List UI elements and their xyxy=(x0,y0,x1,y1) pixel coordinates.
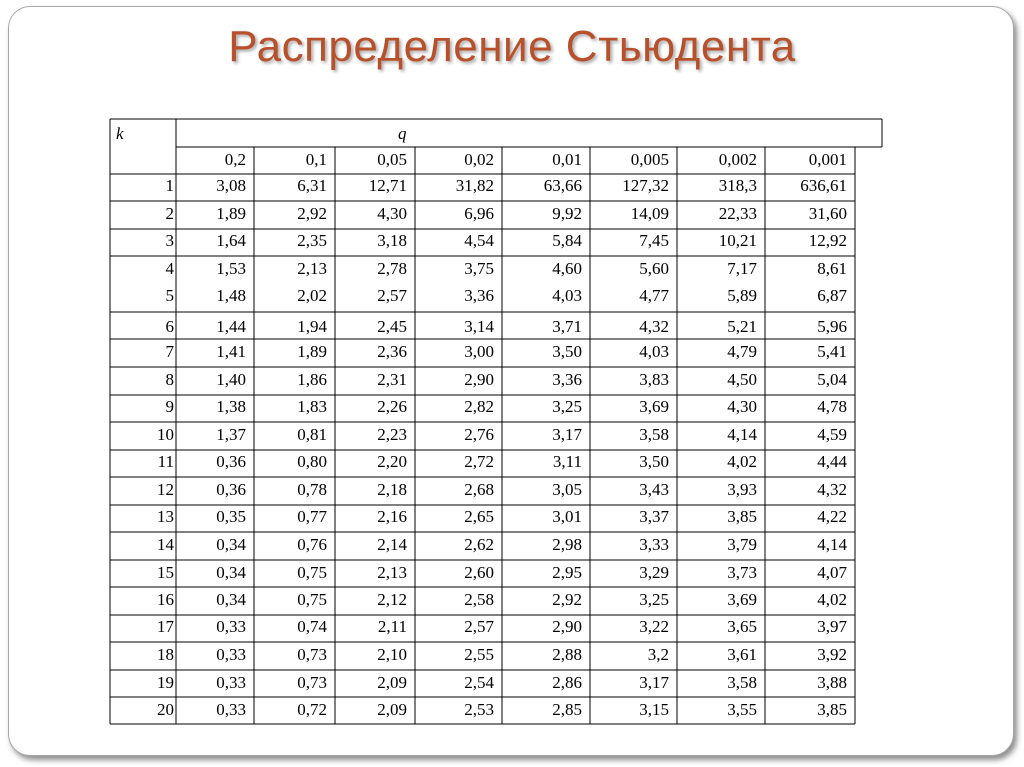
q-level-1: 0,2 xyxy=(224,150,246,169)
k-value: 8 xyxy=(165,370,174,389)
table-cell: 3,33 xyxy=(639,535,669,554)
table-cell: 7,45 xyxy=(639,231,669,250)
table-cell: 0,75 xyxy=(297,563,327,582)
k-value: 9 xyxy=(165,397,174,416)
table-cell: 3,25 xyxy=(552,397,582,416)
k-value: 20 xyxy=(157,700,174,719)
table-cell: 2,68 xyxy=(464,480,494,499)
table-cell: 4,32 xyxy=(639,317,669,336)
k-value: 14 xyxy=(157,535,174,554)
table-cell: 2,86 xyxy=(552,673,582,692)
table-cell: 5,89 xyxy=(727,286,757,305)
table-cell: 1,41 xyxy=(216,342,246,361)
table-cell: 1,89 xyxy=(297,342,327,361)
q-header: q xyxy=(398,124,407,143)
table-cell: 4,50 xyxy=(727,370,757,389)
table-cell: 2,76 xyxy=(464,425,494,444)
table-cell: 2,31 xyxy=(377,370,407,389)
table-cell: 2,18 xyxy=(377,480,407,499)
table-cell: 1,44 xyxy=(216,317,246,336)
table-cell: 4,79 xyxy=(727,342,757,361)
table-cell: 5,60 xyxy=(639,259,669,278)
table-cell: 2,95 xyxy=(552,563,582,582)
table-cell: 3,22 xyxy=(639,617,669,636)
table-cell: 3,17 xyxy=(639,673,669,692)
table-cell: 2,92 xyxy=(297,204,327,223)
k-value: 6 xyxy=(165,317,174,336)
table-cell: 6,31 xyxy=(297,176,327,195)
table-cell: 3,58 xyxy=(639,425,669,444)
table-cell: 2,55 xyxy=(464,645,494,664)
k-value: 7 xyxy=(165,342,174,361)
table-cell: 2,65 xyxy=(464,507,494,526)
table-cell: 3,65 xyxy=(727,617,757,636)
table-cell: 0,73 xyxy=(297,673,327,692)
table-cell: 3,71 xyxy=(552,317,582,336)
k-value: 1 xyxy=(165,176,174,195)
table-cell: 4,14 xyxy=(817,535,847,554)
table-cell: 2,90 xyxy=(552,617,582,636)
table-cell: 4,54 xyxy=(464,231,494,250)
table-cell: 3,69 xyxy=(727,590,757,609)
table-cell: 3,92 xyxy=(817,645,847,664)
k-value: 16 xyxy=(157,590,174,609)
table-cell: 0,36 xyxy=(216,480,246,499)
table-cell: 3,69 xyxy=(639,397,669,416)
table-cell: 12,92 xyxy=(808,231,847,250)
table-cell: 4,44 xyxy=(817,452,847,471)
table-cell: 2,98 xyxy=(552,535,582,554)
table-cell: 2,26 xyxy=(377,397,407,416)
table-cell: 4,60 xyxy=(552,259,582,278)
table-cell: 2,45 xyxy=(377,317,407,336)
table-cell: 3,50 xyxy=(639,452,669,471)
table-cell: 1,38 xyxy=(216,397,246,416)
q-level-7: 0,002 xyxy=(718,150,757,169)
table-cell: 1,48 xyxy=(216,286,246,305)
table-cell: 0,33 xyxy=(216,673,246,692)
table-cell: 3,08 xyxy=(216,176,246,195)
table-cell: 3,50 xyxy=(552,342,582,361)
table-cell: 3,79 xyxy=(727,535,757,554)
table-cell: 3,43 xyxy=(639,480,669,499)
k-value: 15 xyxy=(157,563,174,582)
table-cell: 3,37 xyxy=(639,507,669,526)
table-cell: 1,89 xyxy=(216,204,246,223)
table-cell: 1,86 xyxy=(297,370,327,389)
table-cell: 0,34 xyxy=(216,535,246,554)
table-cell: 4,77 xyxy=(639,286,669,305)
table-cell: 3,55 xyxy=(727,700,757,719)
table-cell: 0,34 xyxy=(216,590,246,609)
table-cell: 2,12 xyxy=(377,590,407,609)
q-level-3: 0,05 xyxy=(377,150,407,169)
table-cell: 0,35 xyxy=(216,507,246,526)
table-cell: 3,36 xyxy=(464,286,494,305)
table-cell: 2,36 xyxy=(377,342,407,361)
table-cell: 6,96 xyxy=(464,204,494,223)
table-cell: 3,93 xyxy=(727,480,757,499)
k-value: 18 xyxy=(157,645,174,664)
table-cell: 5,41 xyxy=(817,342,847,361)
table-cell: 4,03 xyxy=(639,342,669,361)
table-cell: 3,85 xyxy=(727,507,757,526)
k-value: 3 xyxy=(165,231,174,250)
table-cell: 31,82 xyxy=(455,176,494,195)
table-cell: 2,09 xyxy=(377,673,407,692)
table-cell: 63,66 xyxy=(543,176,582,195)
table-cell: 2,53 xyxy=(464,700,494,719)
table-cell: 2,35 xyxy=(297,231,327,250)
table-cell: 2,10 xyxy=(377,645,407,664)
table-cell: 3,2 xyxy=(647,645,669,664)
table-cell: 2,90 xyxy=(464,370,494,389)
table-cell: 3,75 xyxy=(464,259,494,278)
table-cell: 4,03 xyxy=(552,286,582,305)
table-cell: 1,64 xyxy=(216,231,246,250)
table-cell: 1,40 xyxy=(216,370,246,389)
table-cell: 3,88 xyxy=(817,673,847,692)
table-cell: 3,73 xyxy=(727,563,757,582)
table-cell: 7,17 xyxy=(727,259,757,278)
table-cell: 14,09 xyxy=(630,204,669,223)
k-value: 13 xyxy=(157,507,174,526)
table-cell: 2,09 xyxy=(377,700,407,719)
table-cell: 3,14 xyxy=(464,317,494,336)
table-cell: 3,85 xyxy=(817,700,847,719)
table-cell: 22,33 xyxy=(718,204,757,223)
table-cell: 3,00 xyxy=(464,342,494,361)
table-cell: 318,3 xyxy=(718,176,757,195)
table-cell: 4,14 xyxy=(727,425,757,444)
q-level-8: 0,001 xyxy=(808,150,847,169)
table-cell: 2,11 xyxy=(377,617,407,636)
table-cell: 3,97 xyxy=(817,617,847,636)
table-cell: 3,01 xyxy=(552,507,582,526)
table-cell: 3,25 xyxy=(639,590,669,609)
table-cell: 2,78 xyxy=(377,259,407,278)
table-cell: 3,15 xyxy=(639,700,669,719)
slide-title: Распределение Стьюдента xyxy=(228,22,796,71)
k-value: 4 xyxy=(165,259,174,278)
table-cell: 2,82 xyxy=(464,397,494,416)
table-cell: 4,02 xyxy=(817,590,847,609)
table-cell: 4,02 xyxy=(727,452,757,471)
table-cell: 3,18 xyxy=(377,231,407,250)
table-cell: 3,58 xyxy=(727,673,757,692)
table-cell: 0,33 xyxy=(216,645,246,664)
table-cell: 2,57 xyxy=(464,617,494,636)
table-cell: 9,92 xyxy=(552,204,582,223)
table-cell: 3,83 xyxy=(639,370,669,389)
table-cell: 2,60 xyxy=(464,563,494,582)
q-level-6: 0,005 xyxy=(630,150,669,169)
table-cell: 5,21 xyxy=(727,317,757,336)
k-value: 2 xyxy=(165,204,174,223)
table-cell: 2,20 xyxy=(377,452,407,471)
k-value: 17 xyxy=(157,617,174,636)
table-cell: 4,78 xyxy=(817,397,847,416)
table-cell: 0,34 xyxy=(216,563,246,582)
table-cell: 0,74 xyxy=(297,617,327,636)
k-value: 5 xyxy=(165,286,174,305)
table-cell: 3,17 xyxy=(552,425,582,444)
table-cell: 2,88 xyxy=(552,645,582,664)
table-cell: 2,02 xyxy=(297,286,327,305)
table-cell: 3,61 xyxy=(727,645,757,664)
table-cell: 2,14 xyxy=(377,535,407,554)
table-cell: 2,62 xyxy=(464,535,494,554)
table-cell: 0,81 xyxy=(297,425,327,444)
table-cell: 2,72 xyxy=(464,452,494,471)
table-cell: 2,54 xyxy=(464,673,494,692)
table-cell: 636,61 xyxy=(800,176,847,195)
table-cell: 2,23 xyxy=(377,425,407,444)
table-cell: 3,29 xyxy=(639,563,669,582)
table-cell: 0,33 xyxy=(216,617,246,636)
table-cell: 1,37 xyxy=(216,425,246,444)
table-cell: 0,77 xyxy=(297,507,327,526)
table-cell: 5,96 xyxy=(817,317,847,336)
table-cell: 2,13 xyxy=(297,259,327,278)
k-value: 10 xyxy=(157,425,174,444)
k-value: 11 xyxy=(157,452,174,471)
table-cell: 0,72 xyxy=(297,700,327,719)
q-level-4: 0,02 xyxy=(464,150,494,169)
table-cell: 5,04 xyxy=(817,370,847,389)
table-cell: 31,60 xyxy=(808,204,847,223)
table-cell: 1,83 xyxy=(297,397,327,416)
q-level-5: 0,01 xyxy=(552,150,582,169)
table-cell: 5,84 xyxy=(552,231,582,250)
table-cell: 0,36 xyxy=(216,452,246,471)
k-value: 12 xyxy=(157,480,174,499)
table-cell: 4,30 xyxy=(377,204,407,223)
table-cell: 3,05 xyxy=(552,480,582,499)
k-header: k xyxy=(116,124,124,143)
table-cell: 4,22 xyxy=(817,507,847,526)
table-cell: 0,80 xyxy=(297,452,327,471)
table-cell: 12,71 xyxy=(368,176,407,195)
table-cell: 6,87 xyxy=(817,286,847,305)
table-cell: 2,57 xyxy=(377,286,407,305)
q-level-2: 0,1 xyxy=(305,150,327,169)
table-cell: 0,76 xyxy=(297,535,327,554)
table-cell: 4,32 xyxy=(817,480,847,499)
table-cell: 10,21 xyxy=(718,231,757,250)
table-cell: 0,78 xyxy=(297,480,327,499)
table-cell: 4,30 xyxy=(727,397,757,416)
table-cell: 3,11 xyxy=(552,452,582,471)
k-value: 19 xyxy=(157,673,174,692)
table-cell: 0,33 xyxy=(216,700,246,719)
table-cell: 1,53 xyxy=(216,259,246,278)
table-cell: 0,73 xyxy=(297,645,327,664)
table-cell: 2,16 xyxy=(377,507,407,526)
table-cell: 1,94 xyxy=(297,317,327,336)
table-cell: 2,92 xyxy=(552,590,582,609)
table-cell: 2,13 xyxy=(377,563,407,582)
table-cell: 127,32 xyxy=(622,176,669,195)
table-cell: 0,75 xyxy=(297,590,327,609)
table-cell: 4,59 xyxy=(817,425,847,444)
table-cell: 3,36 xyxy=(552,370,582,389)
table-cell: 4,07 xyxy=(817,563,847,582)
table-cell: 8,61 xyxy=(817,259,847,278)
table-cell: 2,85 xyxy=(552,700,582,719)
table-cell: 2,58 xyxy=(464,590,494,609)
